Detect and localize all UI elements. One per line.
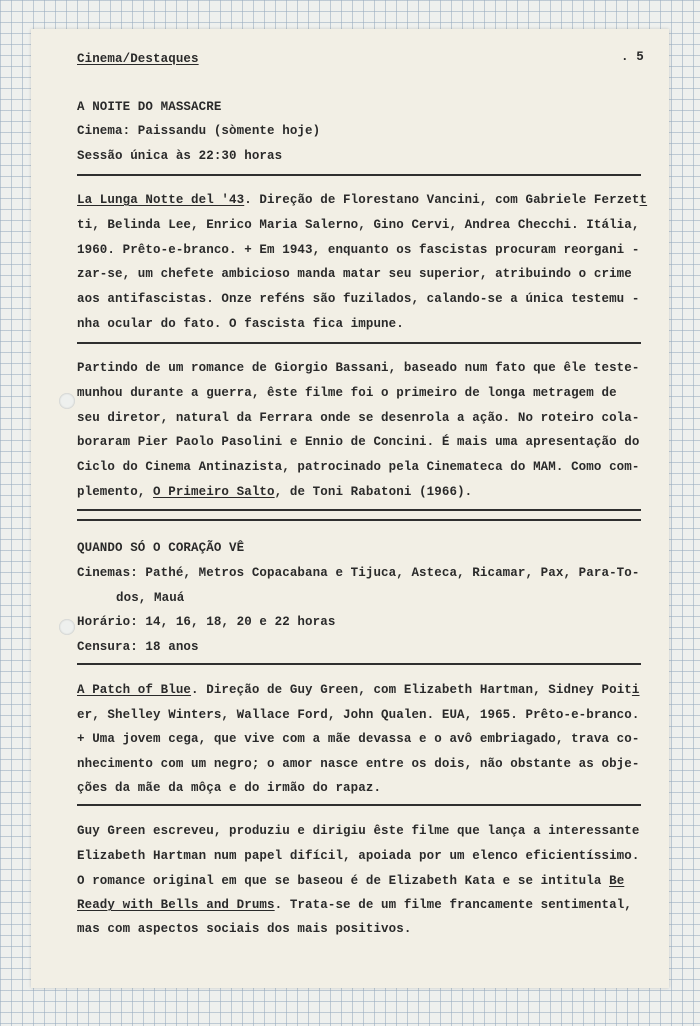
film1-synopsis-line: La Lunga Notte del '43. Direção de Florestano Vancini, com Gabriele Ferzett [77, 193, 648, 207]
typewritten-page [31, 29, 669, 988]
divider [77, 663, 641, 665]
film1-comment-line: Ciclo do Cinema Antinazista, patrocinado pela Cinemateca do MAM. Como com- [77, 460, 640, 474]
film1-synopsis-line: nha ocular do fato. O fascista fica impune. [77, 317, 404, 331]
film2-synopsis-line: er, Shelley Winters, Wallace Ford, John Qualen. EUA, 1965. Prêto-e-branco. [77, 708, 640, 722]
film2-censorship: Censura: 18 anos [77, 640, 199, 654]
film1-comment-line: Partindo de um romance de Giorgio Bassani, baseado num fato que êle teste- [77, 361, 640, 375]
film2-comment-line: Guy Green escreveu, produziu e dirigiu êste filme que lança a interessante [77, 824, 640, 838]
film2-comment-line: O romance original em que se baseou é de Elizabeth Kata e se intitula Be [77, 874, 625, 888]
film2-synopsis-line: + Uma jovem cega, que vive com a mãe devassa e o avô embriagado, trava co- [77, 732, 640, 746]
film1-comment-line: seu diretor, natural da Ferrara onde se desenrola a ação. No roteiro cola- [77, 411, 640, 425]
film1-synopsis-line: ti, Belinda Lee, Enrico Maria Salerno, Gino Cervi, Andrea Checchi. Itália, [77, 218, 640, 232]
film1-cinema: Cinema: Paissandu (sòmente hoje) [77, 124, 321, 138]
film1-synopsis-line: 1960. Prêto-e-branco. + Em 1943, enquanto os fascistas procuram reorgani - [77, 243, 640, 257]
film2-cinemas: Cinemas: Pathé, Metros Copacabana e Tijuca, Asteca, Ricamar, Pax, Para-To- [77, 566, 640, 580]
film1-comment-line: munhou durante a guerra, êste filme foi o primeiro de longa metragem de [77, 386, 617, 400]
film2-comment-line: Ready with Bells and Drums. Trata-se de um filme francamente sentimental, [77, 898, 632, 912]
film1-comment-line: boraram Pier Paolo Pasolini e Ennio de Concini. É mais uma apresentação do [77, 435, 640, 449]
film1-session: Sessão única às 22:30 horas [77, 149, 283, 163]
punch-hole [59, 393, 75, 409]
film2-comment-line: Elizabeth Hartman num papel difícil, apoiada por um elenco eficientíssimo. [77, 849, 640, 863]
punch-hole [59, 619, 75, 635]
film1-original-title: La Lunga Notte del '43 [77, 193, 245, 207]
film1-title: A NOITE DO MASSACRE [77, 100, 222, 114]
novel-title: Ready with Bells and Drums [77, 898, 275, 912]
film2-original-title: A Patch of Blue [77, 683, 192, 697]
film2-synopsis-line: nhecimento com um negro; o amor nasce entre os dois, não obstante as obje- [77, 757, 640, 771]
film2-comment-line: mas com aspectos sociais dos mais positivos. [77, 922, 412, 936]
film2-title: QUANDO SÓ O CORAÇÃO VÊ [77, 541, 245, 555]
short-film-title: O Primeiro Salto [153, 485, 275, 499]
divider [77, 519, 641, 521]
divider [77, 804, 641, 806]
film2-synopsis-line: ções da mãe da môça e do irmão do rapaz. [77, 781, 382, 795]
divider [77, 342, 641, 344]
film2-synopsis-line: A Patch of Blue. Direção de Guy Green, com Elizabeth Hartman, Sidney Poiti [77, 683, 640, 697]
page-number: . 5 [621, 50, 644, 64]
film1-synopsis-line: aos antifascistas. Onze reféns são fuzilados, calando-se a única testemu - [77, 292, 640, 306]
film1-synopsis-line: zar-se, um chefete ambicioso manda matar seu superior, atribuindo o crime [77, 267, 632, 281]
divider [77, 509, 641, 511]
divider [77, 174, 641, 176]
film2-times: Horário: 14, 16, 18, 20 e 22 horas [77, 615, 336, 629]
film1-comment-line: plemento, O Primeiro Salto, de Toni Rabatoni (1966). [77, 485, 473, 499]
film2-cinemas: dos, Mauá [116, 591, 185, 605]
section-heading: Cinema/Destaques [77, 52, 199, 66]
